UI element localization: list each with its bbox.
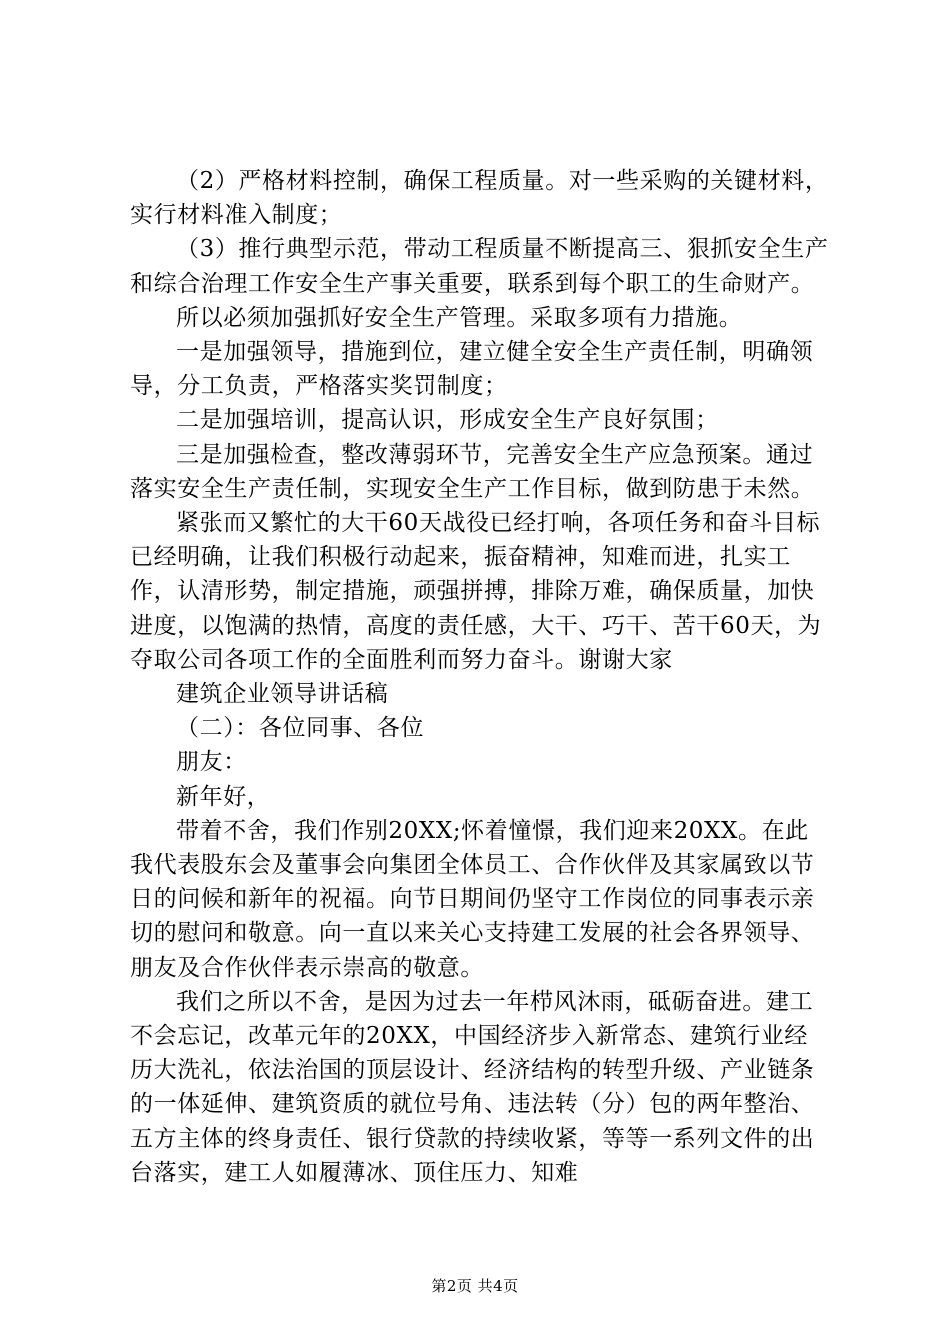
paragraph: 一是加强领导，措施到位，建立健全安全生产责任制，明确领导，分工负责，严格落实奖罚制度； — [130, 339, 814, 400]
paragraph: 所以必须加强抓好安全生产管理。采取多项有力措施。 — [176, 304, 743, 331]
paragraph: 我们之所以不舍，是因为过去一年栉风沐雨，砥砺奋进。建工不会忘记，改革元年的20XX，中国经济步入新常态、建筑行业经历大洗礼，依法治国的顶层设计、经济结构的转型升级、产业链条的一体延伸、建筑资质的就位号角、违法转（分）包的两年整治、五方主体的终身责任、银行贷款的持续收紧，等等一系列文件的出台落实，建工人如履薄冰、顶住压力、知难 — [130, 988, 815, 1186]
paragraph: 紧张而又繁忙的大干60天战役已经打响，各项任务和奋斗目标已经明确，让我们积极行动起来，振奋精神，知难而进，扎实工作，认清形势，制定措施，顽强拼搏，排除万难，确保质量，加快进度，以饱满的热情，高度的责任感，大干、巧干、苦干60天，为夺取公司各项工作的全面胜利而努力奋斗。谢谢大家 — [130, 510, 822, 673]
paragraph: 新年好， — [176, 783, 271, 810]
paragraph: （2）严格材料控制，确保工程质量。对一些采购的关键材料，实行材料准入制度； — [130, 168, 829, 229]
document-body — [130, 164, 830, 1190]
section-title: 建筑企业领导讲话稿 — [176, 681, 389, 708]
paragraph: （3）推行典型示范，带动工程质量不断提高三、狠抓安全生产和综合治理工作安全生产事关重要，联系到每个职工的生命财产。 — [130, 236, 829, 297]
paragraph: 带着不舍，我们作别20XX;怀着憧憬，我们迎来20XX。在此我代表股东会及董事会向集团全体员工、合作伙伴及其家属致以节日的问候和新年的祝福。向节日期间仍坚守工作岗位的同事表示亲切的慰问和敬意。向一直以来关心支持建工发展的社会各界领导、朋友及合作伙伴表示崇高的敬意。 — [130, 817, 815, 981]
page-number-footer: 第2页 共4页 — [431, 1277, 519, 1295]
paragraph: 二是加强培训，提高认识，形成安全生产良好氛围； — [176, 407, 719, 434]
paragraph: 朋友： — [176, 749, 247, 776]
paragraph: （二）：各位同事、各位 — [176, 715, 425, 742]
paragraph: 三是加强检查，整改薄弱环节，完善安全生产应急预案。通过落实安全生产责任制，实现安全生产工作目标，做到防患于未然。 — [130, 441, 815, 502]
